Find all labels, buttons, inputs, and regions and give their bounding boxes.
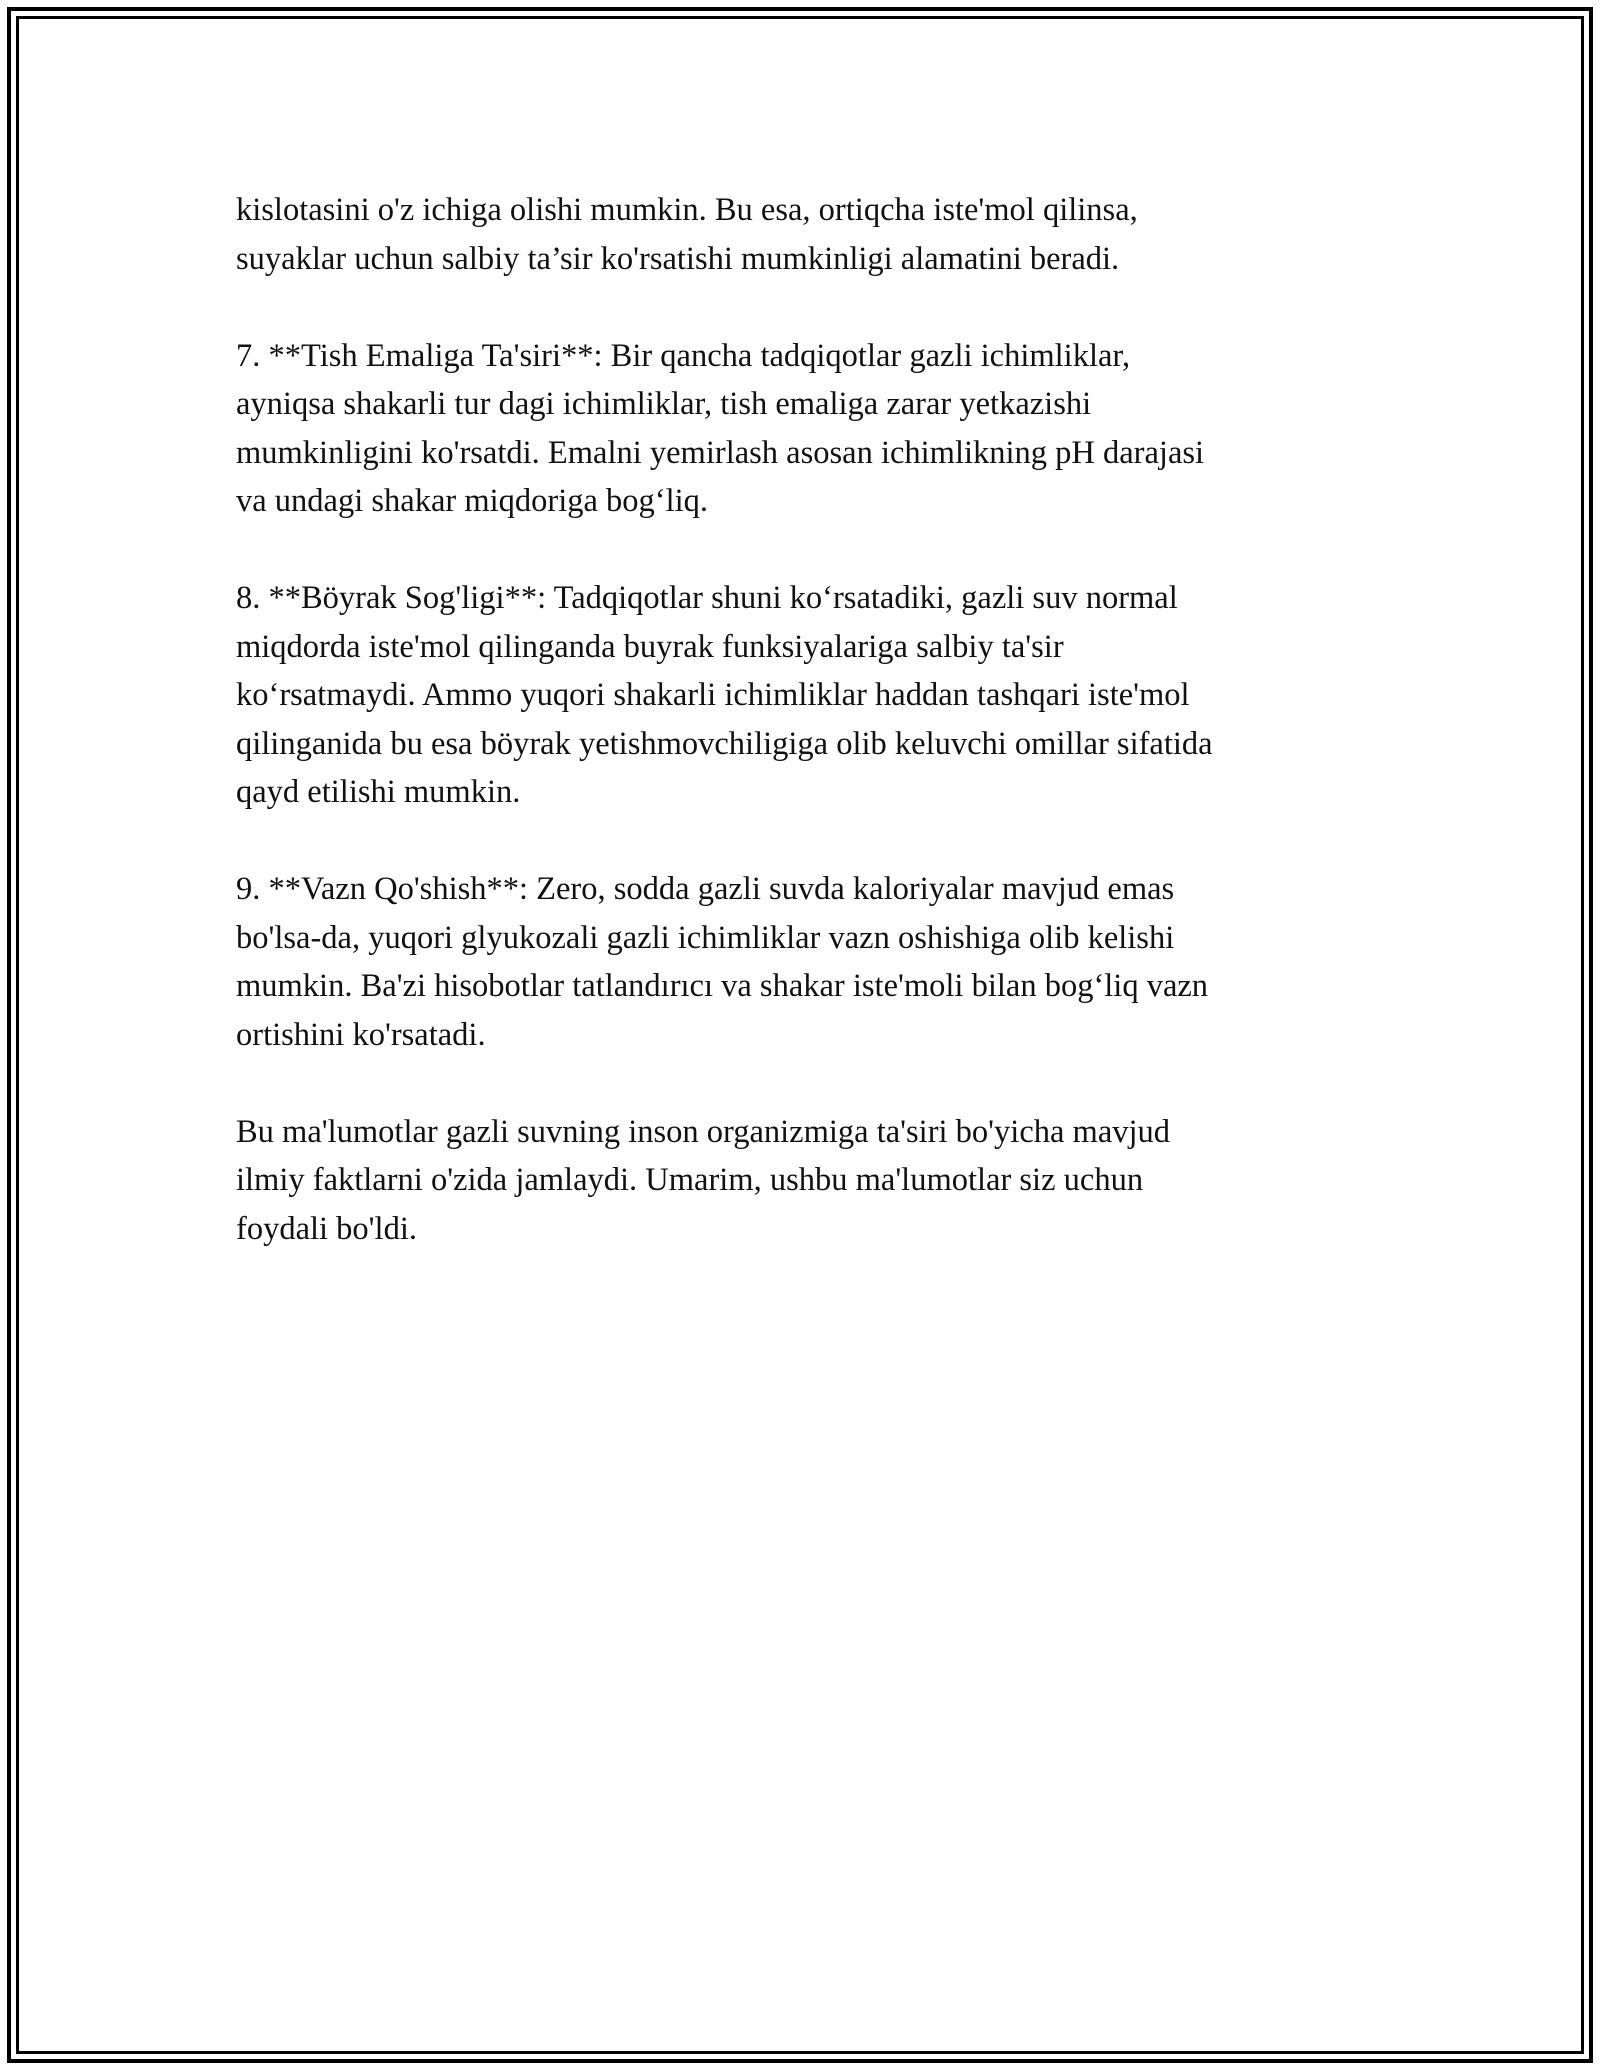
text-line: Bu ma'lumotlar gazli suvning inson organizmiga ta'siri bo'yicha mavjud bbox=[236, 1113, 1171, 1150]
paragraph-item-7 bbox=[236, 332, 1366, 526]
text-line: ilmiy faktlarni o'zida jamlaydi. Umarim, ushbu ma'lumotlar siz uchun bbox=[236, 1162, 1144, 1198]
text-line: 9. **Vazn Qo'shish**: Zero, sodda gazli suvda kaloriyalar mavjud emas bbox=[236, 871, 1175, 907]
text-line: suyaklar uchun salbiy ta’sir ko'rsatishi mumkinligi alamatini beradi. bbox=[236, 240, 1120, 277]
paragraph-item-9 bbox=[236, 865, 1366, 1059]
text-line: bo'lsa-da, yuqori glyukozali gazli ichimliklar vazn oshishiga olib kelishi bbox=[236, 919, 1175, 956]
text-line: mumkinligini ko'rsatdi. Emalni yemirlash asosan ichimlikning pH darajasi bbox=[236, 434, 1205, 471]
paragraph-item-8 bbox=[236, 574, 1366, 817]
text-line: ko‘rsatmaydi. Ammo yuqori shakarli ichimliklar haddan tashqari iste'mol bbox=[236, 677, 1190, 713]
text-line: qayd etilishi mumkin. bbox=[236, 774, 521, 810]
document-body bbox=[236, 186, 1366, 1302]
text-line: va undagi shakar miqdoriga bog‘liq. bbox=[236, 483, 709, 519]
text-line: miqdorda iste'mol qilinganda buyrak funksiyalariga salbiy ta'sir bbox=[236, 628, 1064, 665]
text-line: foydali bo'ldi. bbox=[236, 1210, 417, 1247]
text-line: mumkin. Ba'zi hisobotlar tatlandırıcı va shakar iste'moli bilan bog‘liq vazn bbox=[236, 968, 1209, 1004]
text-line: ortishini ko'rsatadi. bbox=[236, 1016, 486, 1053]
paragraph-conclusion bbox=[236, 1108, 1366, 1254]
paragraph-continuation bbox=[236, 186, 1366, 283]
text-line: kislotasini o'z ichiga olishi mumkin. Bu esa, ortiqcha iste'mol qilinsa, bbox=[236, 192, 1138, 228]
text-line: 7. **Tish Emaliga Ta'siri**: Bir qancha tadqiqotlar gazli ichimliklar, bbox=[236, 337, 1131, 374]
text-line: qilinganida bu esa böyrak yetishmovchiligiga olib keluvchi omillar sifatida bbox=[236, 725, 1213, 762]
text-line: 8. **Böyrak Sog'ligi**: Tadqiqotlar shuni ko‘rsatadiki, gazli suv normal bbox=[236, 580, 1178, 616]
text-line: ayniqsa shakarli tur dagi ichimliklar, tish emaliga zarar yetkazishi bbox=[236, 386, 1092, 422]
